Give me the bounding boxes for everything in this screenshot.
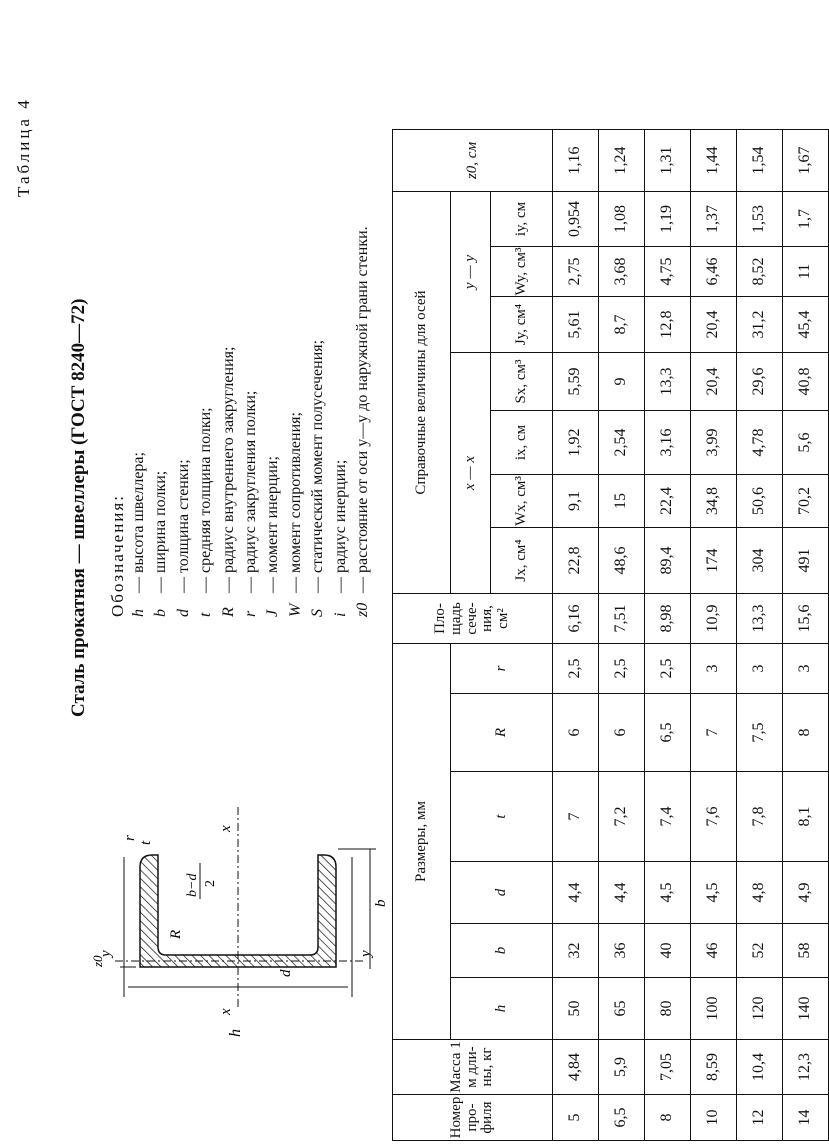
table-cell: 45,4 [783, 297, 829, 353]
label-R: R [168, 929, 184, 939]
legend-item [352, 0, 374, 617]
table-cell: 2,5 [599, 644, 645, 694]
table-cell: 1,08 [599, 192, 645, 247]
legend-item [218, 0, 240, 617]
legend-item [195, 0, 217, 617]
table-cell: 9 [599, 353, 645, 411]
table-cell: 4,5 [645, 862, 691, 924]
label-z0: z0 [90, 955, 105, 967]
table-cell: 3,16 [645, 411, 691, 475]
table-cell: 80 [645, 978, 691, 1040]
header-xx-2: ix, см [491, 411, 553, 475]
legend-text: момент инерции; [264, 456, 282, 573]
legend-dash: — [331, 577, 349, 593]
legend-item [128, 0, 150, 617]
table-cell: 8 [783, 694, 829, 772]
table-cell: 7,05 [645, 1040, 691, 1095]
table-cell: 6,5 [645, 694, 691, 772]
legend-item [285, 0, 307, 617]
table-cell: 1,7 [783, 192, 829, 247]
legend-item [307, 0, 329, 617]
label-r: r [122, 835, 138, 841]
table-cell: 10 [691, 1095, 737, 1141]
legend-text: расстояние от оси y—y до наружной грани стенки. [353, 226, 371, 573]
table-cell: 9,1 [553, 475, 599, 528]
table-cell: 4,78 [737, 411, 783, 475]
legend-symbol: W [286, 603, 304, 617]
table-cell: 10,4 [737, 1040, 783, 1095]
legend-symbol: b [152, 609, 170, 617]
channel-data-table [392, 129, 829, 1141]
table-row [553, 130, 599, 1141]
table-cell: 22,4 [645, 475, 691, 528]
legend-dash: — [197, 577, 215, 593]
table-cell: 4,5 [691, 862, 737, 924]
legend-text: средняя толщина полки; [197, 407, 215, 573]
label-x-right: x [218, 825, 234, 832]
table-cell: 13,3 [645, 353, 691, 411]
header-dim-r: r [451, 644, 553, 694]
legend-symbol: J [264, 609, 282, 617]
table-cell: 15,6 [783, 594, 829, 644]
table-cell: 4,4 [599, 862, 645, 924]
table-cell: 58 [783, 924, 829, 978]
table-cell: 1,53 [737, 192, 783, 247]
label-b: b [373, 899, 389, 907]
header-dim-d: d [451, 862, 553, 924]
header-dim-h: h [451, 978, 553, 1040]
table-cell: 1,31 [645, 130, 691, 192]
label-y-top: y [98, 950, 114, 957]
table-cell: 100 [691, 978, 737, 1040]
table-cell: 5,59 [553, 353, 599, 411]
table-cell: 2,5 [645, 644, 691, 694]
table-cell: 7,8 [737, 772, 783, 862]
label-x-left: x [218, 1008, 234, 1015]
table-cell: 2,75 [553, 247, 599, 297]
table-cell: 1,16 [553, 130, 599, 192]
table-row [645, 130, 691, 1141]
table-cell: 29,6 [737, 353, 783, 411]
table-cell: 7 [691, 694, 737, 772]
table-cell: 32 [553, 924, 599, 978]
legend-text: ширина полки; [152, 470, 170, 573]
header-xx-3: Sx, см³ [491, 353, 553, 411]
legend-dash: — [130, 577, 147, 593]
notation-heading: Обозначения: [108, 494, 127, 617]
table-row [737, 130, 783, 1141]
table-cell: 7,2 [599, 772, 645, 862]
table-cell: 2,5 [553, 644, 599, 694]
table-cell: 4,84 [553, 1040, 599, 1095]
table-cell: 4,9 [783, 862, 829, 924]
table-cell: 50,6 [737, 475, 783, 528]
table-cell: 15 [599, 475, 645, 528]
table-cell: 12,8 [645, 297, 691, 353]
header-yy-2: iy, см [491, 192, 553, 247]
table-cell: 491 [783, 528, 829, 594]
table-cell: 7 [553, 772, 599, 862]
table-cell: 174 [691, 528, 737, 594]
legend-dash: — [241, 577, 259, 593]
table-cell: 5,9 [599, 1040, 645, 1095]
table-cell: 6 [599, 694, 645, 772]
legend-text: момент сопротивления; [286, 412, 304, 573]
legend-symbol: z0 [353, 602, 371, 617]
header-profile-no: Номер про-филя [393, 1095, 553, 1141]
table-cell: 120 [737, 978, 783, 1040]
table-cell: 2,54 [599, 411, 645, 475]
header-yy-1: Wy, см³ [491, 247, 553, 297]
table-cell: 5 [553, 1095, 599, 1141]
table-cell: 8,52 [737, 247, 783, 297]
table-cell: 6,16 [553, 594, 599, 644]
legend-dash: — [309, 577, 327, 593]
table-cell: 1,67 [783, 130, 829, 192]
table-cell: 8,7 [599, 297, 645, 353]
table-cell: 36 [599, 924, 645, 978]
legend-symbol: t [197, 612, 215, 617]
table-cell: 1,54 [737, 130, 783, 192]
table-cell: 8,1 [783, 772, 829, 862]
legend-text: статический момент полусечения; [309, 339, 327, 573]
label-bd2-den: 2 [203, 880, 218, 887]
table-cell: 3 [691, 644, 737, 694]
header-mass: Масса 1 м дли-ны, кг [393, 1040, 553, 1095]
table-row [783, 130, 829, 1141]
table-cell: 3 [737, 644, 783, 694]
header-dim-b: b [451, 924, 553, 978]
legend-item [173, 0, 195, 617]
table-cell: 3 [783, 644, 829, 694]
table-cell: 40,8 [783, 353, 829, 411]
legend-text: радиус инерции; [331, 459, 349, 573]
table-cell: 1,92 [553, 411, 599, 475]
table-cell: 4,8 [737, 862, 783, 924]
table-cell: 34,8 [691, 475, 737, 528]
table-cell: 65 [599, 978, 645, 1040]
table-cell: 7,5 [737, 694, 783, 772]
table-cell: 6 [553, 694, 599, 772]
legend-item [262, 0, 284, 617]
legend-text: радиус внутреннего закругления; [219, 346, 237, 573]
label-d: d [278, 969, 294, 977]
table-cell: 52 [737, 924, 783, 978]
legend-symbol: r [241, 610, 259, 617]
legend-symbol: i [331, 612, 349, 617]
header-reference: Справочные величины для осей [393, 192, 451, 594]
label-t: t [138, 840, 154, 845]
table-cell: 8,98 [645, 594, 691, 644]
table-cell: 50 [553, 978, 599, 1040]
legend-text: высота швеллера; [130, 452, 147, 573]
header-xx-0: Jx, см⁴ [491, 528, 553, 594]
legend-dash: — [219, 577, 237, 593]
table-cell: 4,75 [645, 247, 691, 297]
legend-dash: — [353, 577, 371, 593]
table-cell: 3,99 [691, 411, 737, 475]
legend-dash: — [286, 577, 304, 593]
table-cell: 14 [783, 1095, 829, 1141]
legend-item [330, 0, 352, 617]
legend-item [240, 0, 262, 617]
table-cell: 5,6 [783, 411, 829, 475]
table-cell: 12,3 [783, 1040, 829, 1095]
table-cell: 6,5 [599, 1095, 645, 1141]
table-cell: 140 [783, 978, 829, 1040]
table-cell: 7,51 [599, 594, 645, 644]
table-cell: 48,6 [599, 528, 645, 594]
table-cell: 1,44 [691, 130, 737, 192]
table-cell: 6,46 [691, 247, 737, 297]
table-row [691, 130, 737, 1141]
table-cell: 20,4 [691, 297, 737, 353]
table-cell: 12 [737, 1095, 783, 1141]
table-cell: 22,8 [553, 528, 599, 594]
legend-dash: — [264, 577, 282, 593]
legend-text: толщина стенки; [174, 459, 192, 573]
table-cell: 46 [691, 924, 737, 978]
header-axis-yy: y — y [451, 192, 491, 353]
table-cell: 0,954 [553, 192, 599, 247]
legend-item [150, 0, 172, 617]
channel-profile-drawing [80, 817, 389, 1107]
table-number: Таблица 4 [14, 97, 33, 197]
table-cell: 20,4 [691, 353, 737, 411]
table-cell: 1,24 [599, 130, 645, 192]
legend-text: радиус закругления полки; [241, 390, 259, 573]
legend-symbol: d [174, 609, 192, 617]
table-cell: 1,37 [691, 192, 737, 247]
table-cell: 304 [737, 528, 783, 594]
header-dimensions: Размеры, мм [393, 644, 451, 1040]
table-row [599, 130, 645, 1141]
header-z0: z0, см [393, 130, 553, 192]
label-bd2-num: b−d [185, 873, 200, 897]
table-cell: 10,9 [691, 594, 737, 644]
table-cell: 89,4 [645, 528, 691, 594]
legend-dash: — [174, 577, 192, 593]
notation-legend [128, 0, 374, 617]
label-y-bottom: y [358, 950, 374, 957]
table-cell: 11 [783, 247, 829, 297]
table-cell: 3,68 [599, 247, 645, 297]
header-xx-1: Wx, см³ [491, 475, 553, 528]
legend-symbol: R [219, 607, 237, 617]
header-area: Пло-щадь сече-ния, см² [393, 594, 553, 644]
label-h: h [227, 1029, 244, 1037]
table-cell: 7,4 [645, 772, 691, 862]
legend-symbol: h [130, 609, 147, 617]
header-yy-0: Jy, см⁴ [491, 297, 553, 353]
table-cell: 1,19 [645, 192, 691, 247]
header-axis-xx: x — x [451, 353, 491, 594]
table-cell: 31,2 [737, 297, 783, 353]
page-title: Сталь прокатная — швеллеры (ГОСТ 8240—72) [68, 298, 89, 717]
legend-symbol: S [309, 609, 327, 617]
table-cell: 8 [645, 1095, 691, 1141]
table-cell: 4,4 [553, 862, 599, 924]
legend-dash: — [152, 577, 170, 593]
table-cell: 70,2 [783, 475, 829, 528]
table-cell: 8,59 [691, 1040, 737, 1095]
header-dim-R: R [451, 694, 553, 772]
table-cell: 40 [645, 924, 691, 978]
header-dim-t: t [451, 772, 553, 862]
table-cell: 13,3 [737, 594, 783, 644]
table-cell: 7,6 [691, 772, 737, 862]
table-cell: 5,61 [553, 297, 599, 353]
